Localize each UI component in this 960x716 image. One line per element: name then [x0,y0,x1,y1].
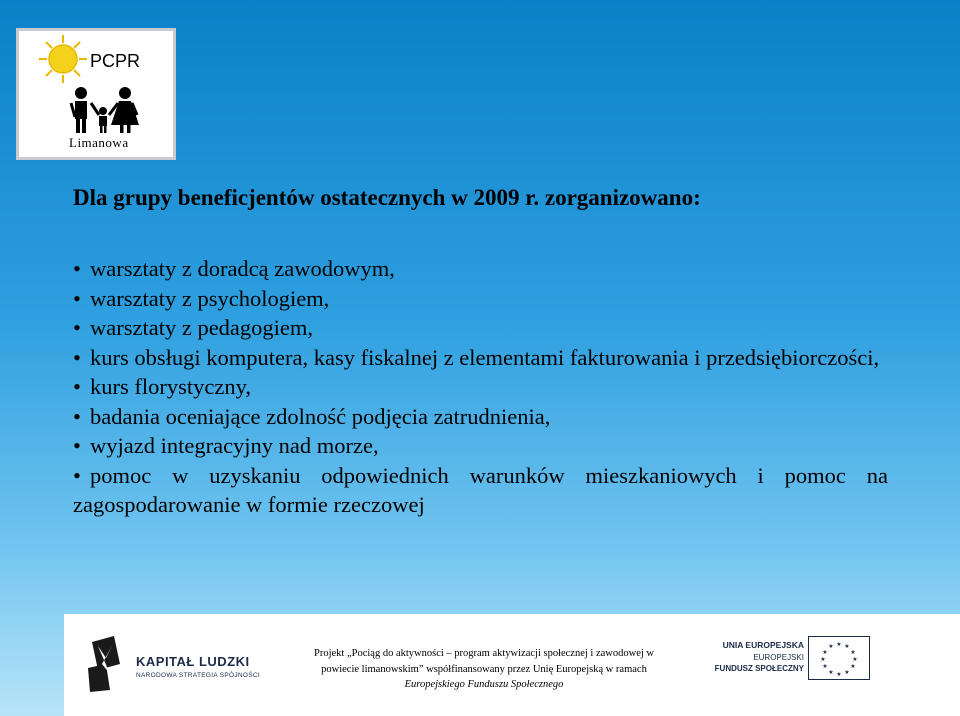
eu-fund-name: FUNDUSZ SPOŁECZNY [714,664,804,673]
svg-text:★: ★ [828,643,834,650]
kl-subtitle: NARODOWA STRATEGIA SPÓJNOŚCI [136,672,260,679]
bullet-icon: • [73,462,81,488]
list-item [73,431,888,461]
list-item [73,343,888,373]
eu-fund-line: EUROPEJSKI [753,653,804,662]
footer-bar [64,614,960,716]
activity-list [73,254,888,520]
svg-text:★: ★ [850,649,856,656]
bullet-icon: • [73,256,81,281]
eu-logo [712,636,892,688]
eu-flag-icon [808,636,870,680]
svg-text:★: ★ [836,671,842,678]
list-item-text: pomoc w uzyskaniu odpowiednich warunków mieszkaniowych i pomoc na zagospodarowanie w formie rzeczowej [73,462,888,517]
bullet-icon: • [73,403,81,429]
svg-text:★: ★ [844,669,850,676]
bullet-icon: • [73,344,81,370]
list-item-text: kurs florystyczny, [90,374,252,399]
slide-heading: Dla grupy beneficjentów ostatecznych w 2009 r. zorganizowano: [73,185,701,210]
list-item [73,461,888,520]
project-line-2: powiecie limanowskim” współfinansowany przez Unię Europejską w ramach [321,663,647,675]
bullet-icon: • [73,315,81,340]
svg-text:★: ★ [836,641,842,648]
list-item [73,372,888,402]
kapital-ludzki-icon [84,634,128,694]
eu-stars-icon [809,637,869,679]
svg-text:★: ★ [820,656,826,663]
project-description [304,646,664,693]
list-item-text: kurs obsługi komputera, kasy fiskalnej z elementami fakturowania i przedsiębiorczości, [90,344,880,370]
list-item-text: warsztaty z pedagogiem, [90,315,314,340]
list-item [73,313,888,343]
project-line-3: Europejskiego Funduszu Społecznego [404,679,564,690]
list-item-text: badania oceniające zdolność podjęcia zatrudnienia, [90,403,551,429]
list-item-text: warsztaty z doradcą zawodowym, [90,256,395,281]
logo-town: Limanowa [69,135,129,150]
svg-text:★: ★ [844,643,850,650]
kapital-ludzki-logo [84,634,284,694]
pcpr-logo [16,28,176,160]
logo-name: PCPR [90,51,141,71]
svg-text:★: ★ [822,663,828,670]
bullet-icon: • [73,285,81,311]
bullet-icon: • [73,433,81,458]
list-item [73,402,888,432]
eu-title: UNIA EUROPEJSKA [722,640,804,650]
svg-text:★: ★ [852,656,858,663]
list-item [73,254,888,284]
project-line-1: Projekt „Pociąg do aktywności – program aktywizacji społecznej i zawodowej w [314,648,654,659]
bullet-icon: • [73,374,81,399]
list-item-text: warsztaty z psychologiem, [90,285,330,311]
svg-text:★: ★ [850,663,856,670]
svg-text:★: ★ [822,649,828,656]
list-item-text: wyjazd integracyjny nad morze, [90,433,379,458]
kl-title: KAPITAŁ LUDZKI [136,654,250,669]
list-item [73,284,888,314]
svg-text:★: ★ [828,669,834,676]
